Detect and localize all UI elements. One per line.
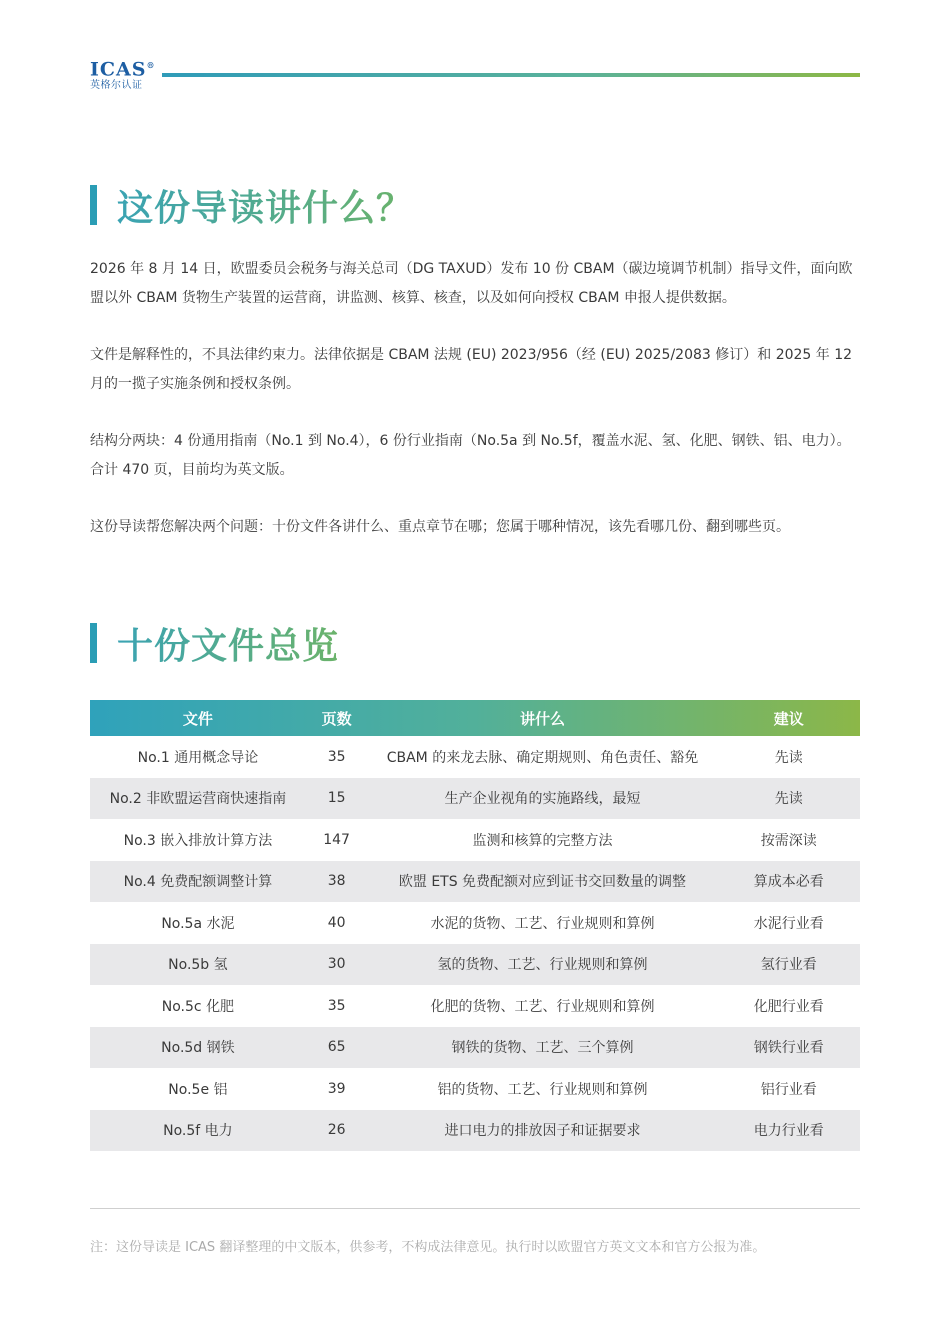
cell-content: 生产企业视角的实施路线，最短 xyxy=(444,791,641,808)
logo-wordmark: ICAS xyxy=(90,58,147,81)
column-header-file: 文件 xyxy=(182,709,213,728)
footer-note: 注：这份导读是 ICAS 翻译整理的中文版本，供参考，不构成法律意见。执行时以欧盟官方英文文本和官方公报为准。 xyxy=(90,1240,766,1255)
section-title-intro: 这份导读讲什么？ xyxy=(117,180,413,231)
table-row xyxy=(90,819,860,861)
cell-content: 欧盟 ETS 免费配额对应到证书交回数量的调整 xyxy=(398,874,687,891)
cell-advice: 水泥行业看 xyxy=(753,915,824,932)
cell-advice: 按需深读 xyxy=(760,832,817,849)
cell-pages: 26 xyxy=(327,1122,346,1139)
intro-paragraph-3: 结构分两块：4 份通用指南（No.1 到 No.4），6 份行业指南（No.5a 到 No.5f，覆盖水泥、氢、化肥、钢铁、铝、电力）。合计 470 页，目前均为英文版。 xyxy=(90,433,851,478)
cell-advice: 先读 xyxy=(774,791,803,808)
column-header-content: 讲什么 xyxy=(519,709,565,728)
cell-pages: 40 xyxy=(327,914,346,931)
cell-file: No.3 嵌入排放计算方法 xyxy=(123,832,273,849)
section-title-overview: 十份文件总览 xyxy=(117,618,339,669)
cell-content: 钢铁的货物、工艺、三个算例 xyxy=(451,1040,634,1057)
table-row xyxy=(90,736,860,778)
cell-file: No.4 免费配额调整计算 xyxy=(123,874,273,891)
page-header xyxy=(90,54,860,94)
table-row xyxy=(90,1027,860,1069)
table-header-row xyxy=(90,700,860,736)
cell-file: No.5c 化肥 xyxy=(161,998,235,1015)
cell-advice: 算成本必看 xyxy=(753,874,824,891)
cell-content: CBAM 的来龙去脉、确定期规则、角色责任、豁免 xyxy=(386,749,699,766)
cell-content: 氢的货物、工艺、行业规则和算例 xyxy=(437,957,648,974)
cell-pages: 39 xyxy=(327,1080,346,1097)
icas-logo xyxy=(90,54,156,92)
table-row xyxy=(90,902,860,944)
cell-pages: 30 xyxy=(327,956,346,973)
cell-content: 监测和核算的完整方法 xyxy=(472,832,613,849)
cell-pages: 147 xyxy=(323,831,350,848)
footer-divider xyxy=(90,1208,860,1209)
cell-pages: 15 xyxy=(327,790,346,807)
table-row xyxy=(90,1068,860,1110)
cell-file: No.5b 氢 xyxy=(168,957,228,974)
table-row xyxy=(90,985,860,1027)
cell-pages: 38 xyxy=(327,873,346,890)
cell-file: No.5d 钢铁 xyxy=(161,1040,235,1057)
table-row xyxy=(90,778,860,820)
cell-pages: 65 xyxy=(327,1039,346,1056)
cell-content: 化肥的货物、工艺、行业规则和算例 xyxy=(430,998,655,1015)
intro-paragraph-4: 这份导读帮您解决两个问题：十份文件各讲什么、重点章节在哪；您属于哪种情况，该先看哪几份、翻到哪些页。 xyxy=(90,519,790,535)
heading-accent-bar xyxy=(90,185,97,225)
column-header-pages: 页数 xyxy=(321,709,352,728)
section-heading-overview xyxy=(90,622,340,667)
cell-advice: 电力行业看 xyxy=(753,1123,824,1140)
cell-content: 水泥的货物、工艺、行业规则和算例 xyxy=(430,915,655,932)
cell-file: No.5a 水泥 xyxy=(161,915,235,932)
cell-pages: 35 xyxy=(327,748,346,765)
table-row xyxy=(90,1110,860,1152)
cell-advice: 化肥行业看 xyxy=(753,998,824,1015)
table-row xyxy=(90,944,860,986)
cell-advice: 氢行业看 xyxy=(760,957,817,974)
cell-file: No.5e 铝 xyxy=(168,1081,228,1098)
documents-overview-table xyxy=(90,700,860,1151)
intro-paragraph-1: 2026 年 8 月 14 日，欧盟委员会税务与海关总司（DG TAXUD）发布 10 份 CBAM（碳边境调节机制）指导文件，面向欧盟以外 CBAM 货物生产装置的运营商，讲监测、核算、核查，以及如何向授权 CBAM 申报人提供数据。 xyxy=(90,261,853,306)
cell-advice: 先读 xyxy=(774,749,803,766)
intro-paragraph-2: 文件是解释性的，不具法律约束力。法律依据是 CBAM 法规 (EU) 2023/956（经 (EU) 2025/2083 修订）和 2025 年 12 月的一揽子实施条例和授权条例。 xyxy=(90,347,853,392)
cell-advice: 钢铁行业看 xyxy=(753,1040,824,1057)
heading-accent-bar xyxy=(90,623,97,663)
cell-advice: 铝行业看 xyxy=(760,1081,817,1098)
cell-content: 铝的货物、工艺、行业规则和算例 xyxy=(437,1081,648,1098)
cell-content: 进口电力的排放因子和证据要求 xyxy=(444,1123,641,1140)
column-header-advice: 建议 xyxy=(773,709,804,728)
cell-file: No.5f 电力 xyxy=(163,1123,233,1140)
registered-mark: ® xyxy=(146,60,156,70)
header-gradient-line xyxy=(162,73,860,77)
logo-subtitle: 英格尔认证 xyxy=(90,80,143,92)
cell-pages: 35 xyxy=(327,997,346,1014)
cell-file: No.1 通用概念导论 xyxy=(137,749,259,766)
table-row xyxy=(90,861,860,903)
section-heading-intro xyxy=(90,184,414,229)
cell-file: No.2 非欧盟运营商快速指南 xyxy=(109,791,287,808)
